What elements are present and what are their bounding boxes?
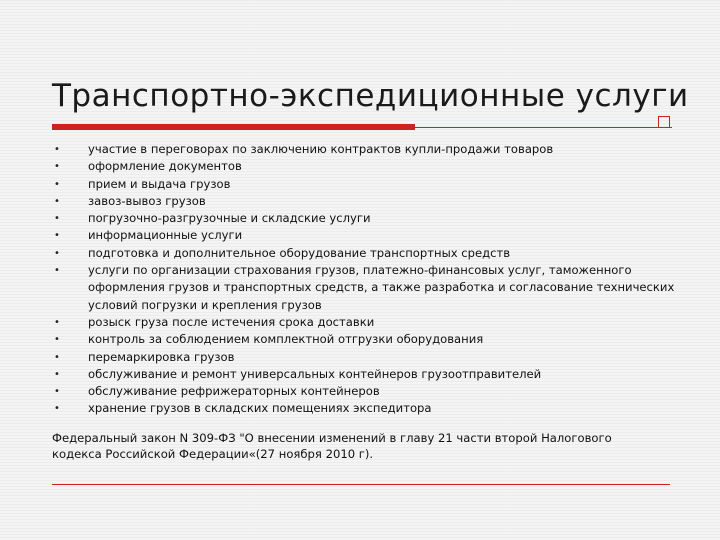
- list-item-text: хранение грузов в складских помещениях экспедитора: [88, 401, 432, 416]
- slide-title: Транспортно-экспедиционные услуги: [52, 78, 689, 114]
- list-item-text: услуги по организации страхования грузов, платежно-финансовых услуг, таможенного оформления грузов и транспортных средств, а также разработка и согласование технических условий погрузки и крепления грузов: [88, 263, 675, 312]
- list-item: [52, 193, 682, 210]
- list-item-text: обслуживание рефрижераторных контейнеров: [88, 384, 380, 399]
- bullet-icon: •: [54, 230, 60, 242]
- list-item-text: информационные услуги: [88, 228, 243, 243]
- list-item-text: подготовка и дополнительное оборудование транспортных средств: [88, 245, 511, 260]
- list-item: [52, 262, 682, 314]
- list-item: [52, 245, 682, 262]
- bullet-icon: •: [54, 195, 60, 207]
- list-item: [52, 366, 682, 383]
- list-item-text: оформление документов: [88, 159, 242, 174]
- list-item: [52, 314, 682, 331]
- bullet-icon: •: [54, 351, 60, 363]
- bullet-icon: •: [54, 334, 60, 346]
- list-item-text: участие в переговорах по заключению контрактов купли-продажи товаров: [88, 142, 554, 156]
- list-item-text: завоз-вывоз грузов: [88, 193, 206, 208]
- list-item: [52, 210, 682, 227]
- list-item: [52, 349, 682, 366]
- bullet-icon: •: [54, 213, 60, 225]
- list-item: [52, 227, 682, 244]
- list-item-text: прием и выдача грузов: [88, 176, 231, 191]
- list-item-text: контроль за соблюдением комплектной отгрузки оборудования: [88, 332, 484, 347]
- list-item: [52, 158, 682, 175]
- bullet-icon: •: [54, 316, 60, 328]
- bullet-icon: •: [54, 368, 60, 380]
- list-item: [52, 176, 682, 193]
- title-underline: [52, 124, 672, 133]
- bullet-icon: •: [54, 265, 60, 277]
- list-item-text: погрузочно-разгрузочные и складские услуги: [88, 211, 371, 226]
- bullet-icon: •: [54, 403, 60, 415]
- bullet-icon: •: [54, 178, 60, 190]
- list-item: [52, 331, 682, 348]
- bullet-icon: •: [54, 161, 60, 173]
- law-reference-note: Федеральный закон N 309-ФЗ "О внесении изменений в главу 21 части второй Налогового кодекса Российской Федерации«(27 ноября 2010 г).: [52, 431, 612, 461]
- bullet-icon: •: [54, 144, 60, 155]
- bullet-icon: •: [54, 247, 60, 259]
- list-item: [52, 400, 682, 417]
- list-item: [52, 141, 682, 158]
- services-list: [52, 141, 682, 418]
- bottom-divider: [52, 484, 670, 485]
- decorative-square-icon: [658, 116, 670, 128]
- list-item-text: обслуживание и ремонт универсальных контейнеров грузоотправителей: [88, 366, 542, 381]
- list-item-text: розыск груза после истечения срока доставки: [88, 314, 375, 329]
- title-underline-thick: [52, 124, 415, 130]
- bullet-icon: •: [54, 386, 60, 398]
- list-item: [52, 383, 682, 400]
- list-item-text: перемаркировка грузов: [88, 349, 235, 364]
